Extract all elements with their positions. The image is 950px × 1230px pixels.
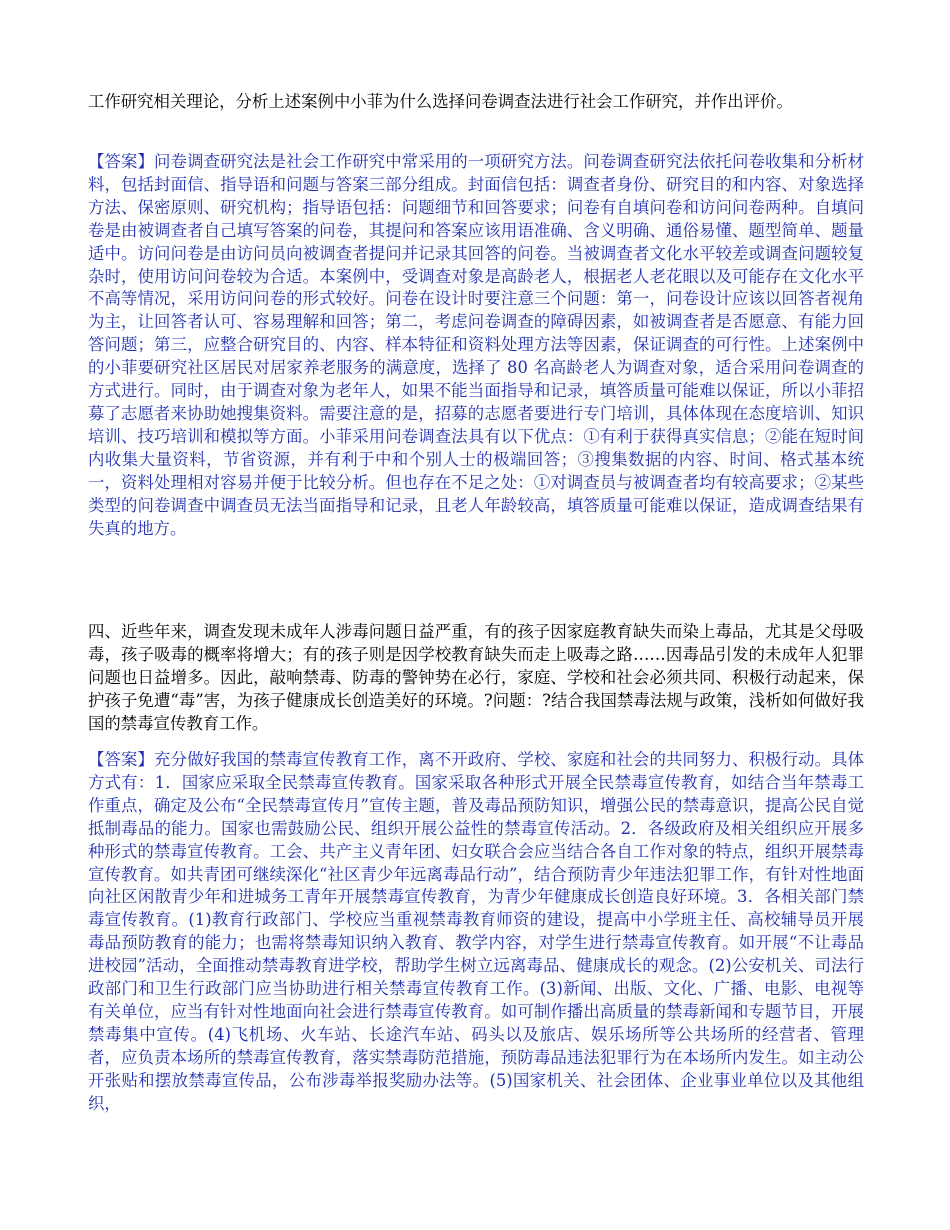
question-4: 四、近些年来，调查发现未成年人涉毒问题日益严重，有的孩子因家庭教育缺失而染上毒品，尤其是父母吸毒，孩子吸毒的概率将增大；有的孩子则是因学校教育缺失而走上吸毒之路……因毒品引发的未成年人犯罪问题也日益增多。因此，敲响禁毒、防毒的警钟势在必行，家庭、学校和社会必须共同、积极行动起来，保护孩子免遭“毒”害，为孩子健康成长创造美好的环境。?问题：?结合我国禁毒法规与政策，浅析如何做好我国的禁毒宣传教育工作。	[88, 622, 864, 733]
answer-3: 【答案】问卷调查研究法是社会工作研究中常采用的一项研究方法。问卷调查研究法依托问卷收集和分析材料，包括封面信、指导语和问题与答案三部分组成。封面信包括：调查者身份、研究目的和内容、对象选择方法、保密原则、研究机构；指导语包括：问题细节和回答要求；问卷有自填问卷和访问问卷两种。自填问卷是由被调查者自己填写答案的问卷，其提问和答案应该用语准确、含义明确、通俗易懂、题型简单、题量适中。访问问卷是由访问员向被调查者提问并记录其回答的问卷。当被调查者文化水平较差或调查问题较复杂时，使用访问问卷较为合适。本案例中，受调查对象是高龄老人，根据老人老花眼以及可能存在文化水平不高等情况，采用访问问卷的形式较好。问卷在设计时要注意三个问题：第一，问卷设计应该以回答者视角为主，让回答者认可、容易理解和回答；第二，考虑问卷调查的障碍因素，如被调查者是否愿意、有能力回答问题；第三，应整合研究目的、内容、样本特征和资料处理方法等因素，保证调查的可行性。上述案例中的小菲要研究社区居民对居家养老服务的满意度，选择了 80 名高龄老人为调查对象，适合采用问卷调查的方式进行。同时，由于调查对象为老年人，如果不能当面指导和记录，填答质量可能难以保证，所以小菲招募了志愿者来协助她搜集资料。需要注意的是，招募的志愿者要进行专门培训，具体体现在态度培训、知识培训、技巧培训和模拟等方面。小菲采用问卷调查法具有以下优点：①有利于获得真实信息；②能在短时间内收集大量资料，节省资源，并有利于中和个别人士的极端回答；③搜集数据的内容、时间、格式基本统一，资料处理相对容易并便于比较分析。但也存在不足之处：①对调查员与被调查者均有较高要求；②某些类型的问卷调查中调查员无法当面指导和记录，且老人年龄较高，填答质量可能难以保证，造成调查结果有失真的地方。	[88, 152, 864, 538]
answer-4: 【答案】充分做好我国的禁毒宣传教育工作，离不开政府、学校、家庭和社会的共同努力、积极行动。具体方式有：1．国家应采取全民禁毒宣传教育。国家采取各种形式开展全民禁毒宣传教育，如结合当年禁毒工作重点，确定及公布“全民禁毒宣传月”宣传主题，普及毒品预防知识，增强公民的禁毒意识，提高公民自觉抵制毒品的能力。国家也需鼓励公民、组织开展公益性的禁毒宣传活动。2．各级政府及相关组织应开展多种形式的禁毒宣传教育。工会、共产主义青年团、妇女联合会应当结合各自工作对象的特点，组织开展禁毒宣传教育。如共青团可继续深化“社区青少年远离毒品行动”，结合预防青少年违法犯罪工作，有针对性地面向社区闲散青少年和进城务工青年开展禁毒宣传教育，为青少年健康成长创造良好环境。3．各相关部门禁毒宣传教育。(1)教育行政部门、学校应当重视禁毒教育师资的建设，提高中小学班主任、高校辅导员开展毒品预防教育的能力；也需将禁毒知识纳入教育、教学内容，对学生进行禁毒宣传教育。如开展“不让毒品进校园”活动，全面推动禁毒教育进学校，帮助学生树立远离毒品、健康成长的观念。(2)公安机关、司法行政部门和卫生行政部门应当协助进行相关禁毒宣传教育工作。(3)新闻、出版、文化、广播、电影、电视等有关单位，应当有针对性地面向社会进行禁毒宣传教育。如可制作播出高质量的禁毒新闻和专题节目，开展禁毒集中宣传。(4)飞机场、火车站、长途汽车站、码头以及旅店、娱乐场所等公共场所的经营者、管理者，应负责本场所的禁毒宣传教育，落实禁毒防范措施，预防毒品违法犯罪行为在本场所内发生。如主动公开张贴和摆放禁毒宣传品，公布涉毒举报奖励办法等。(5)国家机关、社会团体、企业事业单位以及其他组织，	[88, 750, 864, 1113]
question-3-tail: 工作研究相关理论，分析上述案例中小菲为什么选择问卷调查法进行社会工作研究，并作出评价。	[88, 92, 793, 111]
